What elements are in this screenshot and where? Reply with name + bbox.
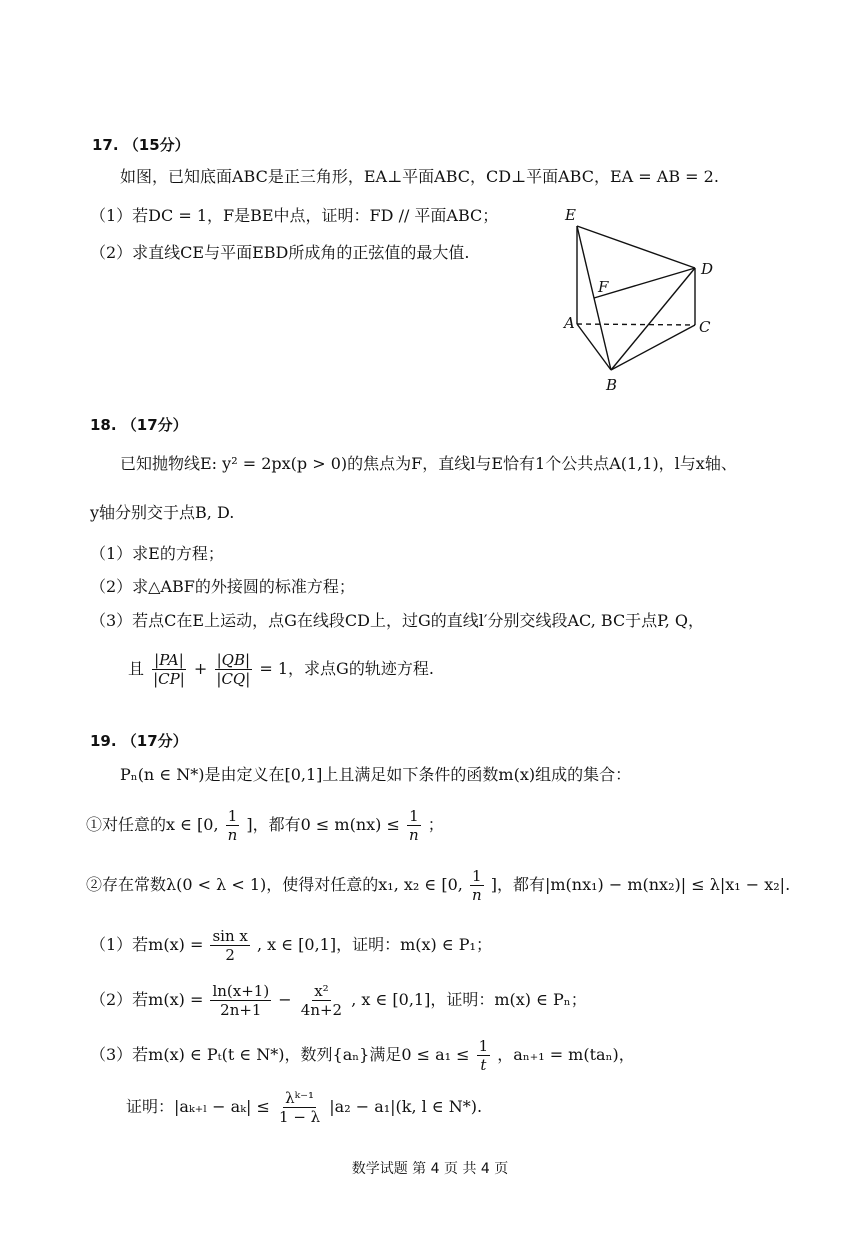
frac-denominator: 1 − λ	[279, 1108, 321, 1126]
q19-header: 19. （17分）	[90, 732, 188, 750]
p1-frac	[210, 927, 249, 964]
c1-frac1	[226, 807, 240, 844]
page-footer: 数学试题 第 4 页 共 4 页	[351, 1161, 509, 1177]
c1-frac2	[407, 807, 421, 844]
q19-part3-proof	[126, 1084, 482, 1130]
q18-part3-condition	[128, 646, 434, 692]
q19-part3	[90, 1032, 635, 1078]
frac-numerator: |QB|	[216, 651, 251, 669]
frac-numerator: 1	[409, 807, 419, 825]
q18-p3b-post: = 1，求点G的轨迹方程.	[259, 659, 434, 678]
p2-minus: −	[278, 990, 292, 1009]
p2-post: , x ∈ [0,1]，证明：m(x) ∈ Pₙ；	[351, 990, 587, 1009]
frac-denominator: 2	[225, 946, 235, 964]
c1-post: ；	[427, 815, 444, 834]
frac-numerator: 1	[472, 867, 482, 885]
frac-numerator: 1	[227, 807, 238, 825]
label-D: D	[701, 260, 714, 278]
p3b-frac	[277, 1089, 322, 1126]
frac-denominator: 2n+1	[220, 1001, 262, 1019]
edge-BC	[611, 325, 695, 370]
q18-frac-pa-cp	[151, 651, 187, 688]
q18-p3b-pre: 且	[128, 659, 145, 678]
q18-stem-line2: y轴分别交于点B, D.	[90, 503, 235, 522]
p2-pre: （2）若m(x) =	[90, 990, 204, 1009]
frac-numerator: 1	[478, 1037, 489, 1055]
label-B: B	[606, 376, 618, 394]
p2-frac1	[210, 982, 271, 1019]
edge-ED	[577, 226, 695, 268]
edge-FD	[594, 268, 695, 298]
frac-denominator: n	[409, 826, 419, 844]
p3-pre: （3）若m(x) ∈ Pₜ(t ∈ N*)，数列{aₙ}满足0 ≤ a₁ ≤	[90, 1045, 470, 1064]
q18-part3: （3）若点C在E上运动，点G在线段CD上，过G的直线l′分别交线段AC, BC于点P, Q，	[90, 611, 704, 630]
frac-denominator: |CP|	[153, 670, 185, 688]
c1-mid: ]，都有0 ≤ m(nx) ≤	[246, 815, 400, 834]
frac-denominator: t	[480, 1056, 487, 1074]
c2-frac	[470, 867, 484, 904]
label-C: C	[699, 318, 711, 336]
q18-frac-qb-cq	[214, 651, 252, 688]
q17-part2: （2）求直线CE与平面EBD所成角的正弦值的最大值.	[90, 243, 470, 262]
edge-BD	[611, 268, 695, 370]
label-F: F	[598, 278, 609, 296]
frac-numerator: sin x	[212, 927, 248, 945]
p3-post: ，aₙ₊₁ = m(taₙ)，	[497, 1045, 635, 1064]
frac-denominator: |CQ|	[216, 670, 251, 688]
p3b-post: |a₂ − a₁|(k, l ∈ N*).	[329, 1097, 483, 1116]
frac-denominator: n	[227, 826, 238, 844]
q17-part1: （1）若DC = 1，F是BE中点，证明：FD // 平面ABC；	[90, 206, 499, 225]
q19-part1	[90, 922, 492, 968]
q19-condition2	[86, 862, 790, 908]
q18-stem-line1: 已知抛物线E: y² = 2px(p > 0)的焦点为F，直线l与E恰有1个公共点A(1,1)，l与x轴、	[120, 454, 737, 473]
q18-part2: （2）求△ABF的外接圆的标准方程；	[90, 577, 355, 596]
q19-stem: Pₙ(n ∈ N*)是由定义在[0,1]上且满足如下条件的函数m(x)组成的集合：	[120, 765, 632, 784]
q17-header: 17. （15分）	[92, 136, 190, 154]
frac-numerator: ln(x+1)	[212, 982, 270, 1000]
edge-AC-hidden	[577, 324, 695, 325]
p3-frac	[477, 1037, 491, 1074]
c1-pre: ①对任意的x ∈ [0,	[86, 815, 219, 834]
q17-geometry-figure	[556, 202, 716, 397]
p1-pre: （1）若m(x) =	[90, 935, 204, 954]
q18-part1: （1）求E的方程；	[90, 544, 224, 563]
p2-frac2	[299, 982, 344, 1019]
q18-header: 18. （17分）	[90, 416, 188, 434]
q19-condition1	[86, 802, 444, 848]
q19-part2	[90, 977, 587, 1023]
label-E: E	[565, 206, 576, 224]
c2-pre: ②存在常数λ(0 < λ < 1)，使得对任意的x₁, x₂ ∈ [0,	[86, 875, 463, 894]
q18-plus: +	[193, 659, 208, 678]
frac-denominator: n	[471, 886, 482, 904]
p1-post: , x ∈ [0,1]，证明：m(x) ∈ P₁；	[256, 935, 492, 954]
p3b-pre: 证明：|aₖ₊ₗ − aₖ| ≤	[126, 1097, 270, 1116]
frac-numerator: |PA|	[154, 651, 184, 669]
frac-denominator: 4n+2	[300, 1001, 343, 1019]
frac-numerator: x²	[314, 982, 329, 1000]
c2-post: ]，都有|m(nx₁) − m(nx₂)| ≤ λ|x₁ − x₂|.	[490, 875, 791, 894]
label-A: A	[564, 314, 575, 332]
frac-numerator: λᵏ⁻¹	[285, 1089, 315, 1107]
q17-stem: 如图，已知底面ABC是正三角形，EA⊥平面ABC，CD⊥平面ABC，EA = AB = 2.	[120, 167, 719, 186]
